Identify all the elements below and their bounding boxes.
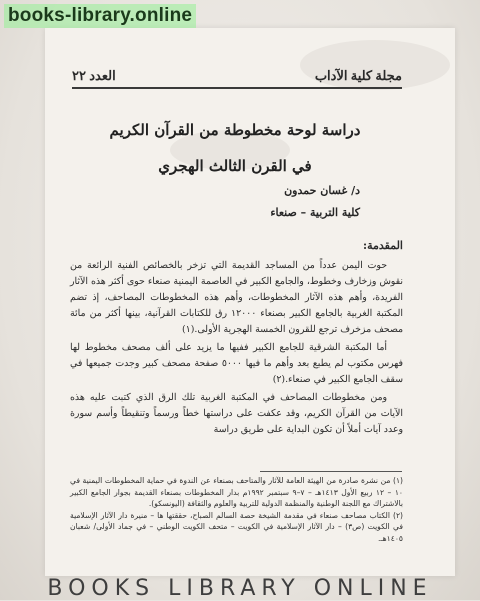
journal-name: مجلة كلية الآداب <box>314 68 402 83</box>
title-line-2: في القرن الثالث الهجري <box>158 157 312 175</box>
author-affiliation: كلية التربية – صنعاء <box>270 206 360 219</box>
header-rule <box>72 87 402 89</box>
paragraph: أما المكتبة الشرقية للجامع الكبير ففيها ما يزيد على ألف مصحف مخطوط لها فهرس مكتوب لم يطبع بعد وأهم ما فيها ٥٠٠٠ صفحة مصحف كبير وجدت جميعها في سقف الجامع الكبير في صنعاء.(٢) <box>70 342 403 385</box>
footnote: (١) من نشرة صادرة من الهيئة العامة للآثار والمتاحف بصنعاء عن الندوة في حماية المخطوطات اليمنية في ١٠ – ١٢ ربيع الأول ١٤١٣هـ – ٧–٩ سبتمبر ١٩٩٢م بدار المخطوطات بصنعاء القديمة بجوار الجامع الكبير بالاشتراك مع اللجنة الوطنية والمنظمة الدولية للتربية والعلوم والثقافة (اليونسكو). <box>70 476 403 508</box>
running-header <box>72 64 402 86</box>
paragraph: حوت اليمن عدداً من المساجد القديمة التي تزخر بالخصائص الفنية الرائعة من نقوش وزخارف وخطوط، والجامع الكبير في العاصمة اليمنية صنعاء حوى أكثر هذه الآثار الفريدة، وأهم هذه الآثار المخطوطات، وأهم هذه المخطوطات المصاحف، إذ تضم المكتبة الغربية بالجامع الكبير بصنعاء ١٢٠٠٠ رق للكتابات القرآنية، بينها أكثر من مائة مصحف مزخرف ترجع للقرون الخمسة الهجرية الأولى.(١) <box>70 260 403 335</box>
watermark-bottom: BOOKS LIBRARY ONLINE <box>47 576 433 601</box>
watermark-top[interactable]: books-library.online <box>4 4 196 28</box>
footnote: (٢) الكتاب مصاحف صنعاء في مقدمة الشيخة حصة السالم الصباح، حققتها ها – منيرة دار الآثار الإسلامية في الكويت (ص٣) – دار الآثار الإسلامية في الكويت – متحف الكويت الوطني – في جماد الأولى/ شعبان ١٤٠٥هـ. <box>70 510 403 543</box>
issue-number: العدد ٢٢ <box>72 68 116 83</box>
paragraph: ومن مخطوطات المصاحف في المكتبة الغربية تلك الرق الذي كتبت عليه هذه الآيات من القرآن الكريم، وقد عكفت على دراستها خطاً ورسماً وتنقيطاً وأسم سورة وعدد آيات أملاً أن تكون البداية على طريق دراسة <box>70 392 403 435</box>
footnotes <box>70 475 403 544</box>
footnote-divider <box>260 471 402 472</box>
author-name: د/ غسان حمدون <box>284 184 360 197</box>
article-title <box>70 112 400 184</box>
title-line-1: دراسة لوحة مخطوطة من القرآن الكريم <box>109 121 361 139</box>
author-block <box>150 180 360 224</box>
section-heading: المقدمة: <box>363 239 403 252</box>
article-body <box>70 238 403 440</box>
